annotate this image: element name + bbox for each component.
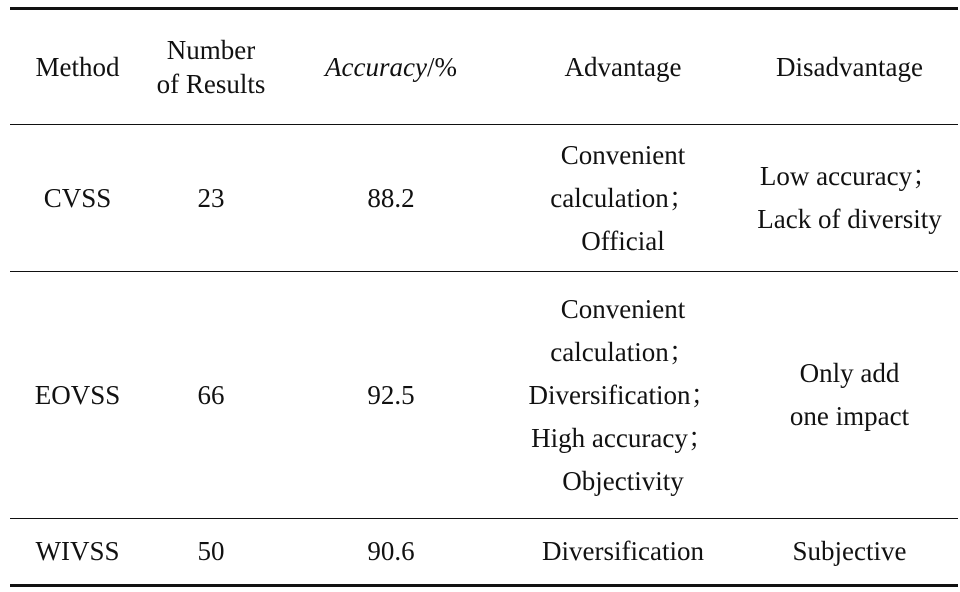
cell-method: CVSS (43, 182, 112, 213)
comparison-table (10, 7, 958, 587)
header-accuracy-variable: Accuracy (325, 52, 427, 82)
header-advantage: Advantage (564, 52, 682, 82)
header-number-of-results: Number of Results (156, 35, 266, 99)
cell-method: EOVSS (34, 379, 121, 410)
cell-number: 50 (197, 536, 225, 566)
comparison-table-container (10, 7, 958, 587)
cell-disadvantage: Low accuracy； Lack of diversity (757, 161, 942, 234)
cell-number: 66 (197, 379, 225, 410)
cell-disadvantage: Only add one impact (789, 358, 910, 431)
table-row (10, 272, 958, 519)
cell-accuracy: 88.2 (367, 182, 415, 213)
cell-advantage: Diversification (542, 536, 704, 566)
table-row (10, 519, 958, 586)
cell-advantage: Convenient calculation； Diversification； High accuracy； Objectivity (528, 293, 718, 496)
header-row (10, 9, 958, 125)
cell-method: WIVSS (35, 536, 120, 566)
header-accuracy-unit: /% (426, 52, 457, 82)
cell-number: 23 (197, 182, 225, 213)
header-method: Method (35, 52, 120, 82)
table-header (10, 9, 958, 125)
cell-advantage: Convenient calculation； Official (550, 139, 696, 256)
cell-accuracy: 90.6 (367, 536, 415, 566)
header-accuracy (277, 9, 505, 125)
table-body (10, 125, 958, 586)
cell-disadvantage: Subjective (792, 536, 907, 566)
table-row (10, 125, 958, 272)
header-disadvantage: Disadvantage (776, 52, 923, 82)
cell-accuracy: 92.5 (367, 379, 415, 410)
